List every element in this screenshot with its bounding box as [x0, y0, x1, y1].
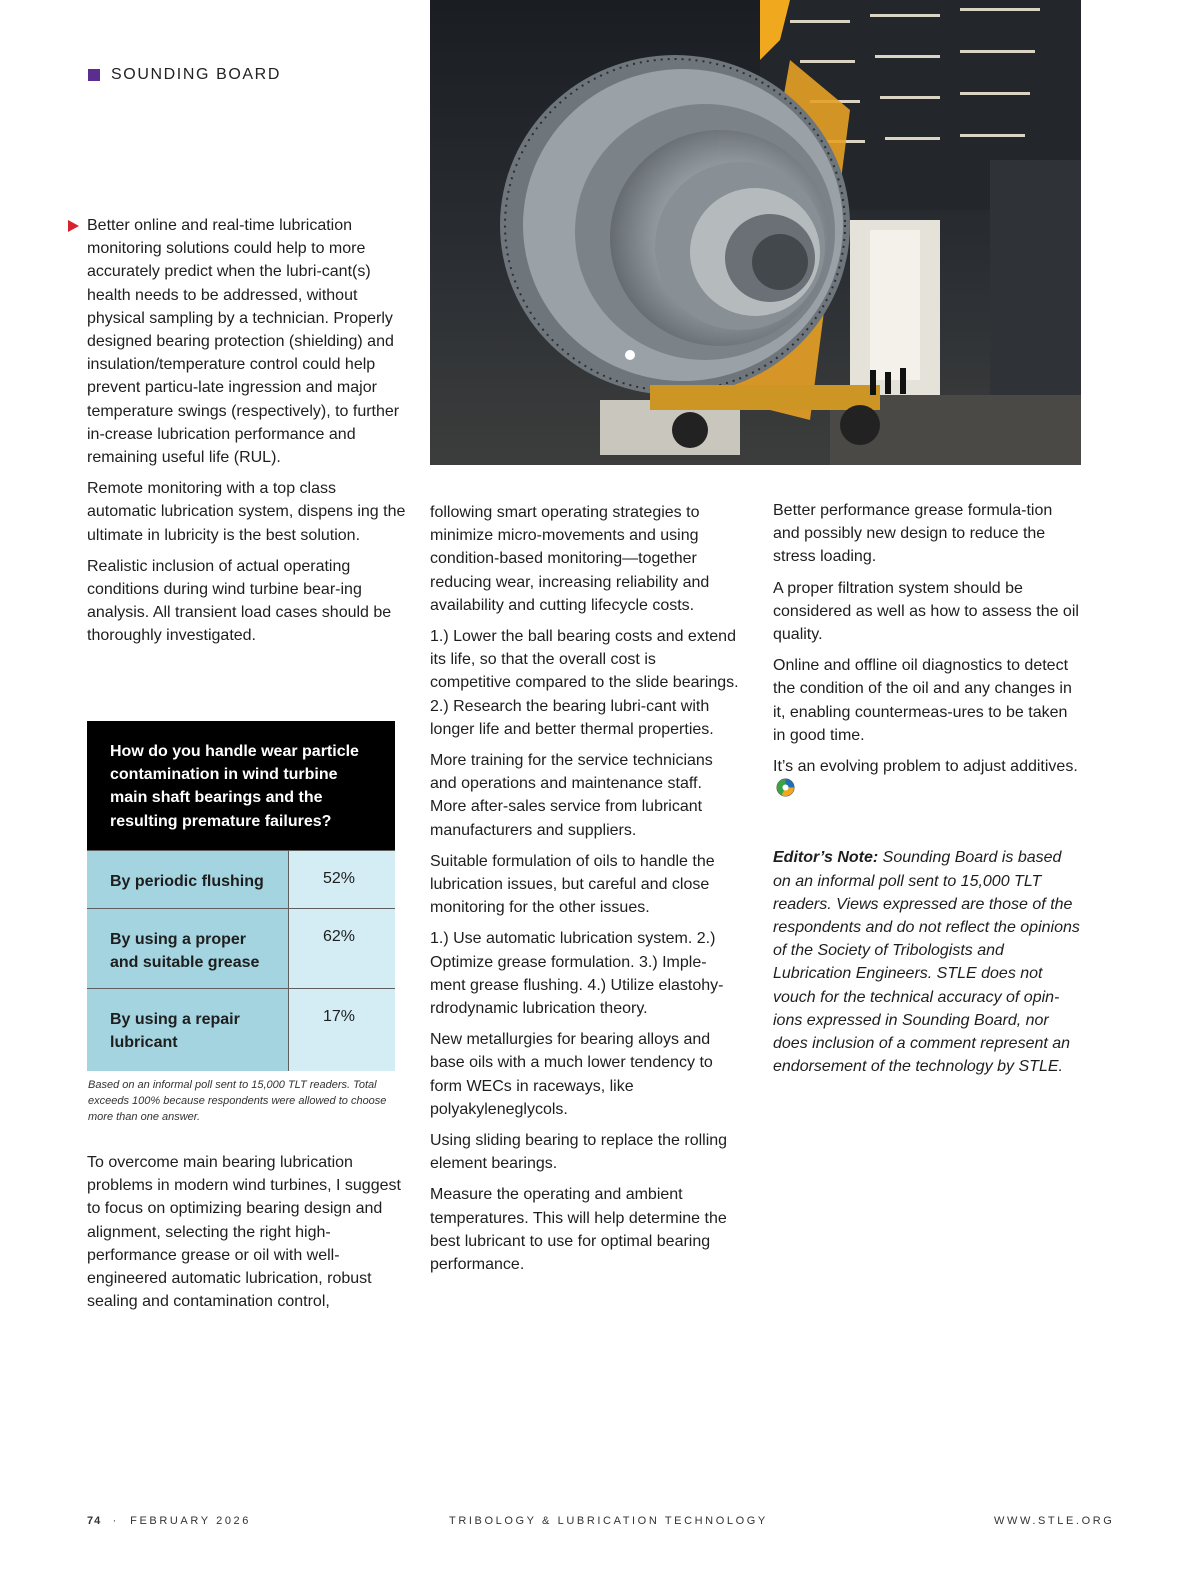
col1-paragraph-text: Better online and real-time lubrication monitoring solutions could help to more accurately predict when the lubri-cant(s) health needs to be addressed, without physical sampling by a technician. Properly designed bearing protection (shielding) and insulation/temperature control could help prevent particu-late ingression and major temperature swings (respectively), to further in-crease lubrication performance and remaining useful life (RUL). [87, 217, 400, 467]
col2-paragraph: More training for the service technicians and operations and maintenance staff. More after-sales service from lubricant manufacturers and suppliers. [430, 752, 713, 839]
col2-paragraph: Suitable formulation of oils to handle the lubrication issues, but careful and close monitoring for the other issues. [430, 852, 715, 917]
footer-left [87, 1515, 251, 1527]
col1-paragraph: Realistic inclusion of actual operating conditions during wind turbine bear-ing analysis. All transient load cases should be thoroughly investigated. [87, 557, 392, 645]
col2-paragraph: Using sliding bearing to replace the rolling element bearings. [430, 1132, 728, 1173]
page-number: 74 [87, 1515, 102, 1527]
col1-paragraph [87, 214, 407, 469]
editors-note-text: Sounding Board is based on an informal poll sent to 15,000 TLT readers. Views expressed are those of the respondents and do not reflect the opinions of the Society of Tribologists and Lubrication Engineers. STLE does not vouch for the technical accuracy of opin-ions expressed in Sounding Board, nor does inclusion of a comment represent an endorsement of the technology by STLE. [773, 849, 1080, 1076]
col1-bottom-paragraph: To overcome main bearing lubrication problems in modern wind turbines, I suggest to focus on optimizing bearing design and alignment, selecting the right high-performance grease or oil with well-engineered automatic lubrication, robust sealing and contamination control, [87, 1154, 401, 1311]
editors-note-label: Editor’s Note: [773, 849, 879, 867]
col2-paragraph: 1.) Lower the ball bearing costs and extend its life, so that the overall cost is competitive compared to the slide bearings. 2.) Research the bearing lubri-cant with longer life and better thermal properties. [430, 628, 739, 738]
poll-footnote: Based on an informal poll sent to 15,000 TLT readers. Total exceeds 100% because respondents were allowed to choose more than one answer. [88, 1079, 387, 1123]
section-title: SOUNDING BOARD [111, 66, 281, 83]
col1-paragraph: Remote monitoring with a top class automatic lubrication system, dispens ing the ultimate in lubricity is the best solution. [87, 480, 406, 544]
poll-option-value: 17% [289, 989, 395, 1071]
column-1-bottom [87, 1151, 407, 1321]
poll-option-label: By using a repair lubricant [87, 989, 289, 1071]
poll-table [87, 721, 395, 1071]
poll-option-value: 52% [289, 851, 395, 908]
stle-logo-icon [776, 778, 795, 797]
col3-paragraph: A proper filtration system should be considered as well as how to assess the oil quality. [773, 579, 1079, 644]
poll-row [87, 908, 395, 988]
section-header [88, 66, 281, 84]
col3-paragraph [773, 755, 1083, 802]
poll-question: How do you handle wear particle contamination in wind turbine main shaft bearings and the resulting premature failures? [87, 721, 395, 850]
col2-paragraph: New metallurgies for bearing alloys and base oils with a much lower tendency to form WECs in raceways, like polyakyleneglycols. [430, 1031, 713, 1118]
poll-row [87, 988, 395, 1071]
col3-paragraph: Better performance grease formula-tion and possibly new design to reduce the stress loading. [773, 502, 1053, 566]
issue-date: FEBRUARY 2026 [130, 1515, 251, 1527]
column-2 [430, 501, 740, 1284]
col2-paragraph: 1.) Use automatic lubrication system. 2.) Optimize grease formulation. 3.) Imple-ment grease flushing. 4.) Utilize elastohy-rdrodynamic lubrication theory. [430, 930, 724, 1018]
website-url: WWW.STLE.ORG [994, 1515, 1115, 1527]
footer-separator: · [112, 1515, 119, 1527]
bullet-arrow-icon [68, 220, 79, 232]
wind-turbine-tower-photo [430, 0, 1081, 465]
section-marker [88, 69, 100, 81]
column-1 [87, 214, 407, 656]
poll-option-label: By using a proper and suitable grease [87, 909, 289, 988]
col3-paragraph: Online and offline oil diagnostics to detect the condition of the oil and any changes in it, enabling countermeas-ures to be taken in good time. [773, 657, 1072, 744]
poll-row [87, 850, 395, 908]
poll-option-label: By periodic flushing [87, 851, 289, 908]
publication-name: TRIBOLOGY & LUBRICATION TECHNOLOGY [449, 1515, 768, 1527]
editors-note [773, 846, 1083, 1078]
column-3 [773, 499, 1083, 1086]
col3-paragraph-text: It’s an evolving problem to adjust additives. [773, 758, 1078, 776]
poll-option-value: 62% [289, 909, 395, 988]
col2-paragraph: Measure the operating and ambient temperatures. This will help determine the best lubricant to use for optimal bearing performance. [430, 1186, 727, 1274]
col2-paragraph: following smart operating strategies to minimize micro-movements and using condition-based monitoring—together reducing wear, increasing reliability and availability and cutting lifecycle costs. [430, 504, 710, 614]
